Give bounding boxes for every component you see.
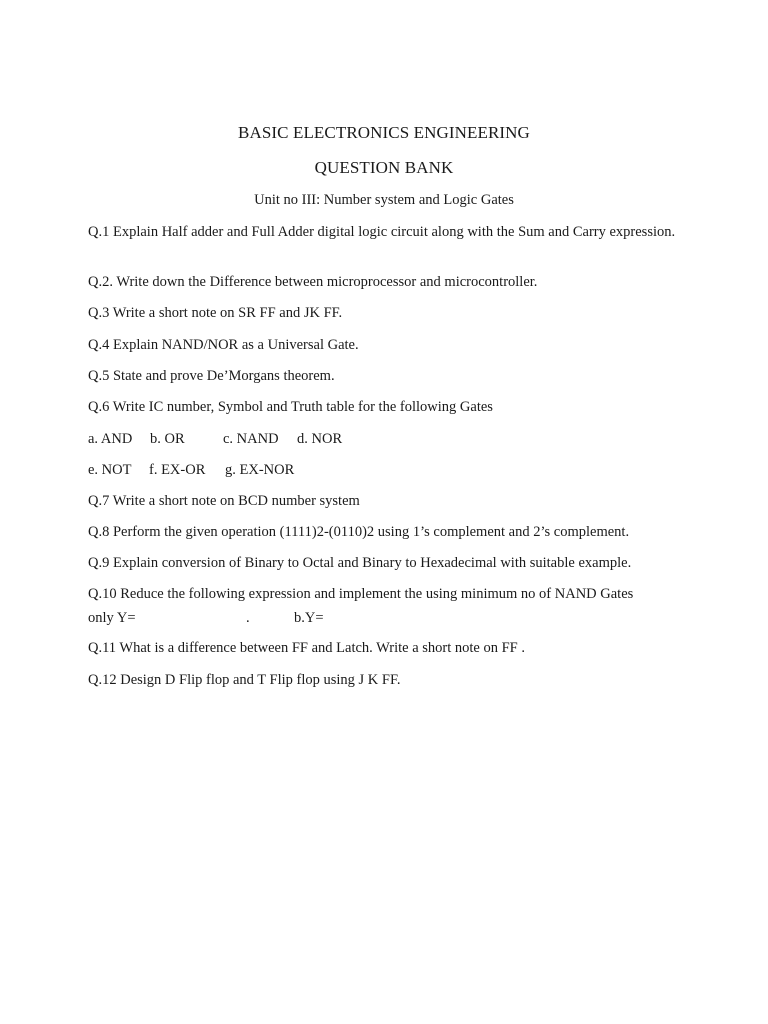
document-subtitle: QUESTION BANK xyxy=(314,158,454,177)
question-6-options-row-1 xyxy=(88,429,688,449)
option-e: e. NOT xyxy=(88,462,132,478)
option-d: d. NOR xyxy=(297,431,343,447)
question-8: Q.8 Perform the given operation (1111)2-(0110)2 using 1’s complement and 2’s complement. xyxy=(88,524,630,540)
question-10-separator: . xyxy=(246,610,250,626)
question-10-line-1: Q.10 Reduce the following expression and implement the using minimum no of NAND Gates xyxy=(88,586,634,602)
unit-heading: Unit no III: Number system and Logic Gates xyxy=(254,192,514,208)
option-a: a. AND xyxy=(88,431,133,447)
option-f: f. EX-OR xyxy=(149,462,206,478)
question-7: Q.7 Write a short note on BCD number system xyxy=(88,493,360,509)
question-10-line-2 xyxy=(88,608,688,628)
question-4: Q.4 Explain NAND/NOR as a Universal Gate. xyxy=(88,337,359,353)
question-12: Q.12 Design D Flip flop and T Flip flop using J K FF. xyxy=(88,672,401,688)
question-5: Q.5 State and prove De’Morgans theorem. xyxy=(88,368,335,384)
question-10-part-b: b.Y= xyxy=(294,610,324,626)
option-g: g. EX-NOR xyxy=(225,462,295,478)
question-6: Q.6 Write IC number, Symbol and Truth table for the following Gates xyxy=(88,399,493,415)
question-9: Q.9 Explain conversion of Binary to Octal and Binary to Hexadecimal with suitable example. xyxy=(88,555,632,571)
question-1: Q.1 Explain Half adder and Full Adder digital logic circuit along with the Sum and Carry expression. xyxy=(88,224,676,240)
question-10-part-a: only Y= xyxy=(88,610,136,626)
question-11: Q.11 What is a difference between FF and Latch. Write a short note on FF . xyxy=(88,640,525,656)
option-c: c. NAND xyxy=(223,431,279,447)
document-title: BASIC ELECTRONICS ENGINEERING xyxy=(238,123,530,142)
question-6-options-row-2 xyxy=(88,460,688,480)
question-3: Q.3 Write a short note on SR FF and JK FF. xyxy=(88,305,343,321)
question-2: Q.2. Write down the Difference between microprocessor and microcontroller. xyxy=(88,274,538,290)
option-b: b. OR xyxy=(150,431,185,447)
